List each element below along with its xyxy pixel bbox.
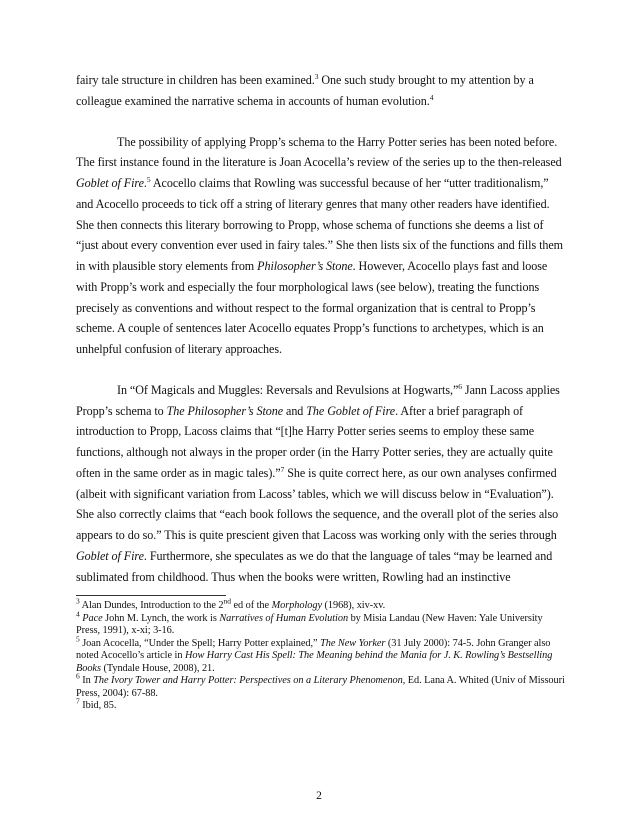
document-page [76, 70, 568, 713]
body-paragraph-1 [76, 70, 568, 112]
footnote-number: 7 [76, 696, 80, 706]
text-run: In [79, 675, 94, 687]
text-run: One such study brought to my attention by a colleague examined the narrative schema in accounts of human evolution. [76, 73, 534, 108]
text-run: Ibid, 85. [79, 700, 117, 712]
italic-word: Pace [82, 612, 103, 624]
text-run: . However, Acocello plays fast and loose with Propp’s work and especially the four morphological laws (see below), treating the functions precisely as conventions and without respect to the formal organization that is central to Propp’s scheme. A couple of sentences later Acocello equates Propp’s functions to archetypes, which is an unhelpful confusion of literary approaches. [76, 259, 548, 356]
text-run: John M. Lynch, the work is [102, 612, 220, 624]
footnote-ref-4[interactable]: 4 [429, 92, 434, 102]
text-run: She is quite correct here, as our own analyses confirmed (albeit with significant variation from Lacoss’ tables, which we will discuss below in “Evaluation”). She also correctly claims that “each book follows the sequence, and the overall plot of the series also appears to do so.” This is quite prescient given that Lacoss was working only with the series through [76, 465, 559, 542]
text-run: by Misia Landau (New Haven: Yale University Press, 1991), x-xi; 3-16. [76, 612, 543, 637]
footnote-5 [76, 634, 568, 676]
italic-title: Goblet of Fire [76, 548, 144, 563]
italic-title: The Goblet of Fire [306, 403, 396, 418]
text-run: and [283, 403, 307, 418]
footnote-6 [76, 671, 568, 700]
footnote-3 [76, 596, 568, 613]
footnote-number: 4 [76, 609, 80, 619]
italic-title: Philosopher’s Stone [257, 259, 353, 273]
text-run: fairy tale structure in children has been examined. [76, 73, 315, 87]
text-run: . Furthermore, she speculates as we do that the language of tales “may be learned and sublimated from childhood. Thus when the books were written, Rowling had an instinctive [76, 548, 553, 584]
text-run: ed of the [230, 600, 272, 612]
footnote-ref-6[interactable]: 6 [458, 381, 462, 391]
page-number: 2 [316, 790, 322, 802]
italic-title: Goblet of Fire [76, 176, 144, 190]
italic-title: Narratives of Human Evolution [219, 612, 349, 624]
text-run: The possibility of applying Propp’s schema to the Harry Potter series has been noted before. The first instance found in the literature is Joan Acocella’s review of the series up to the then-released [76, 134, 562, 170]
ordinal-suffix: nd [223, 596, 231, 606]
footnote-number: 6 [76, 671, 80, 681]
text-run: (31 July 2000): 74-5. John Granger also noted Acocello’s article in [76, 637, 551, 662]
footnote-ref-7[interactable]: 7 [280, 464, 285, 474]
text-run: Alan Dundes, Introduction to the 2 [79, 600, 224, 612]
footnote-ref-5[interactable]: 5 [146, 174, 151, 184]
italic-title: The Philosopher’s Stone [166, 403, 284, 418]
italic-title: Morphology [271, 600, 322, 612]
text-run: Jann Lacoss applies Propp’s schema to [76, 382, 560, 418]
italic-title: The Ivory Tower and Harry Potter: Perspectives on a Literary Phenomenon [93, 675, 403, 687]
footnote-4 [76, 609, 568, 638]
footnote-7 [76, 696, 568, 713]
text-run: Joan Acocella, “Under the Spell; Harry Potter explained,” [79, 637, 321, 649]
footnote-ref-3[interactable]: 3 [314, 71, 319, 81]
italic-title: How Harry Cast His Spell: The Meaning behind the Mania for J. K. Rowling’s Bestselling Books [76, 650, 553, 674]
footnotes [76, 596, 568, 713]
text-run: In “Of Magicals and Muggles: Reversals and Revulsions at Hogwarts,” [117, 382, 459, 397]
body-paragraph-3 [76, 380, 568, 588]
text-run: (Tyndale House, 2008), 21. [100, 662, 215, 674]
italic-title: The New Yorker [320, 637, 386, 649]
text-run: (1968), xiv-xv. [321, 600, 386, 612]
text-run: . After a brief paragraph of introduction to Propp, Lacoss claims that “[t]he Harry Potter series seems to employ these same functions, although not always in the proper order (in the Harry Potter series, they are actually quite often in the same order as in magic tales).” [76, 403, 553, 480]
footnote-number: 5 [76, 634, 80, 644]
text-run: . [143, 176, 147, 190]
footnote-number: 3 [76, 596, 80, 606]
footnote-separator [76, 595, 226, 596]
text-run: Acocello claims that Rowling was successful because of her “utter traditionalism,” and Acocello proceeds to tick off a string of literary genres that many other readers have identified. She then connects this literary borrowing to Propp, whose schema of functions she deems a list of “just about every convention ever used in fairy tales.” She then lists six of the functions and fills them in with plausible story elements from [76, 176, 564, 273]
text-run: , Ed. Lana A. Whited (Univ of Missouri Press, 2004): 67-88. [76, 675, 565, 699]
body-paragraph-2 [76, 132, 568, 360]
